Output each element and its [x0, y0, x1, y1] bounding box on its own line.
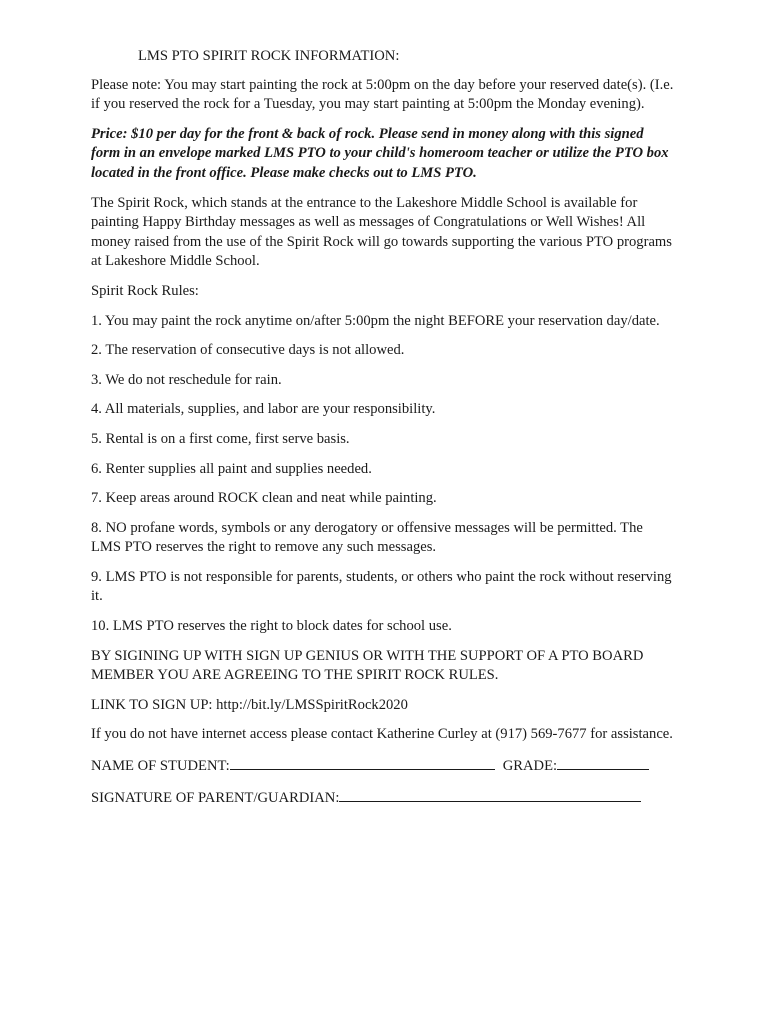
rule-item: 1. You may paint the rock anytime on/after 5:00pm the night BEFORE your reservation day/date. — [91, 312, 660, 329]
rule-item: 3. We do not reschedule for rain. — [91, 371, 282, 388]
student-name-label: NAME OF STUDENT: — [91, 758, 230, 775]
grade-field[interactable] — [557, 755, 649, 770]
note-paragraph: Please note: You may start painting the rock at 5:00pm on the day before your reserved date(s). (I.e. if you reserved the rock for a Tuesday, you may start painting at 5:00pm the Monday evening). — [91, 76, 674, 113]
price-paragraph: Price: $10 per day for the front & back of rock. Please send in money along with this signed form in an envelope marked LMS PTO to your child's homeroom teacher or utilize the PTO box located in the front office. Please make checks out to LMS PTO. — [91, 125, 669, 181]
rule-item: 5. Rental is on a first come, first serve basis. — [91, 430, 350, 447]
rule-item: 8. NO profane words, symbols or any derogatory or offensive messages will be permitted. The LMS PTO reserves the right to remove any such messages. — [91, 519, 643, 556]
rule-item: 4. All materials, supplies, and labor are your responsibility. — [91, 401, 436, 418]
student-grade-row — [91, 755, 674, 777]
signature-row — [91, 787, 674, 809]
page-title: LMS PTO SPIRIT ROCK INFORMATION: — [138, 48, 400, 64]
contact-paragraph: If you do not have internet access please contact Katherine Curley at (917) 569-7677 for assistance. — [91, 726, 673, 743]
signup-link[interactable]: LINK TO SIGN UP: http://bit.ly/LMSSpiritRock2020 — [91, 696, 408, 713]
rules-heading: Spirit Rock Rules: — [91, 282, 199, 299]
signature-label: SIGNATURE OF PARENT/GUARDIAN: — [91, 789, 340, 806]
rule-item: 9. LMS PTO is not responsible for parents, students, or others who paint the rock without reserving it. — [91, 568, 672, 605]
rule-item: 7. Keep areas around ROCK clean and neat while painting. — [91, 490, 437, 507]
signature-field[interactable] — [339, 787, 641, 802]
grade-label: GRADE: — [502, 758, 558, 775]
rule-item: 2. The reservation of consecutive days is not allowed. — [91, 342, 405, 359]
agreement-paragraph: BY SIGINING UP WITH SIGN UP GENIUS OR WITH THE SUPPORT OF A PTO BOARD MEMBER YOU ARE AGREEING TO THE SPIRIT ROCK RULES. — [91, 647, 644, 684]
rule-item: 6. Renter supplies all paint and supplies needed. — [91, 460, 372, 477]
description-paragraph: The Spirit Rock, which stands at the entrance to the Lakeshore Middle School is available for painting Happy Birthday messages as well as messages of Congratulations or Well Wishes! All money raised from the use of the Spirit Rock will go towards supporting the various PTO programs at Lakeshore Middle School. — [91, 194, 672, 270]
student-name-field[interactable] — [230, 755, 495, 770]
rule-item: 10. LMS PTO reserves the right to block dates for school use. — [91, 618, 452, 635]
